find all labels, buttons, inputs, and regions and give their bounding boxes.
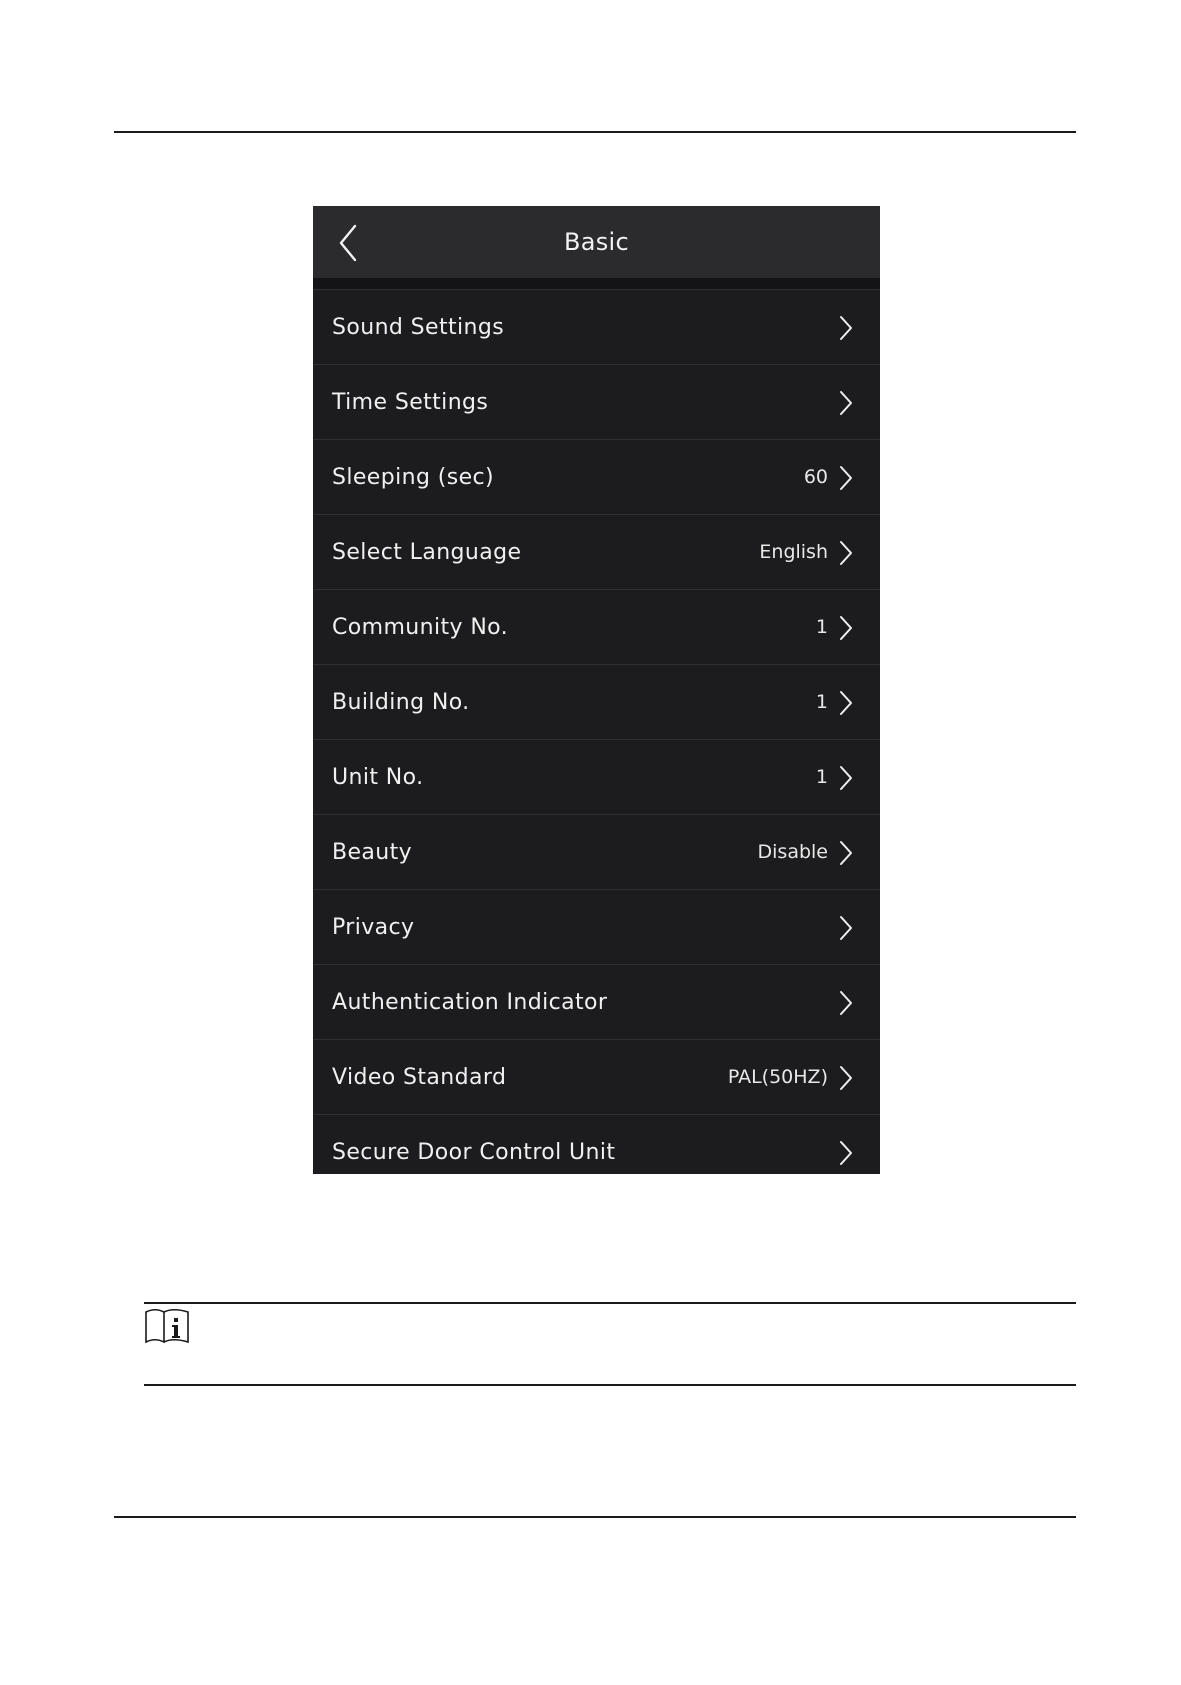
chevron-right-icon xyxy=(838,615,854,641)
note-info-icon xyxy=(144,1308,190,1344)
note-bottom-rule xyxy=(144,1384,1076,1386)
list-item-beauty[interactable] xyxy=(313,814,880,889)
list-item-label: Authentication Indicator xyxy=(332,990,608,1015)
chevron-right-icon xyxy=(838,765,854,791)
settings-list xyxy=(313,289,880,1174)
list-item-value: 1 xyxy=(815,691,828,713)
chevron-right-icon xyxy=(838,990,854,1016)
title-bar xyxy=(313,206,880,278)
list-item-label: Sound Settings xyxy=(332,315,505,340)
list-item-label: Beauty xyxy=(332,840,413,865)
list-item-authentication-indicator[interactable] xyxy=(313,964,880,1039)
list-item-label: Community No. xyxy=(332,615,509,640)
header-rule xyxy=(114,131,1076,133)
chevron-right-icon xyxy=(838,1140,854,1166)
device-screen xyxy=(313,206,880,1174)
list-item-unit-no[interactable] xyxy=(313,739,880,814)
back-button[interactable] xyxy=(333,222,367,264)
list-item-value: 1 xyxy=(815,616,828,638)
note-top-rule xyxy=(144,1302,1076,1304)
list-item-video-standard[interactable] xyxy=(313,1039,880,1114)
list-item-sleeping[interactable] xyxy=(313,439,880,514)
list-item-building-no[interactable] xyxy=(313,664,880,739)
list-item-value: 60 xyxy=(803,466,828,488)
list-item-value: 1 xyxy=(815,766,828,788)
footer-rule xyxy=(114,1516,1076,1518)
chevron-right-icon xyxy=(838,315,854,341)
list-item-label: Select Language xyxy=(332,540,522,565)
list-item-value: English xyxy=(759,541,828,563)
title-divider xyxy=(313,278,880,289)
chevron-right-icon xyxy=(838,1065,854,1091)
list-item-label: Secure Door Control Unit xyxy=(332,1140,616,1165)
list-item-secure-door-control-unit[interactable] xyxy=(313,1114,880,1174)
list-item-label: Video Standard xyxy=(332,1065,507,1090)
list-item-value: Disable xyxy=(757,841,828,863)
page-title: Basic xyxy=(563,228,630,256)
list-item-label: Building No. xyxy=(332,690,470,715)
list-item-sound-settings[interactable] xyxy=(313,289,880,364)
list-item-label: Time Settings xyxy=(332,390,489,415)
list-item-label: Sleeping (sec) xyxy=(332,465,494,490)
list-item-community-no[interactable] xyxy=(313,589,880,664)
list-item-label: Privacy xyxy=(332,915,415,940)
chevron-right-icon xyxy=(838,915,854,941)
list-item-time-settings[interactable] xyxy=(313,364,880,439)
list-item-label: Unit No. xyxy=(332,765,424,790)
chevron-right-icon xyxy=(838,690,854,716)
chevron-right-icon xyxy=(838,390,854,416)
chevron-right-icon xyxy=(838,540,854,566)
chevron-right-icon xyxy=(838,465,854,491)
list-item-privacy[interactable] xyxy=(313,889,880,964)
chevron-left-icon xyxy=(333,222,367,264)
list-item-select-language[interactable] xyxy=(313,514,880,589)
chevron-right-icon xyxy=(838,840,854,866)
list-item-value: PAL(50HZ) xyxy=(727,1066,828,1088)
